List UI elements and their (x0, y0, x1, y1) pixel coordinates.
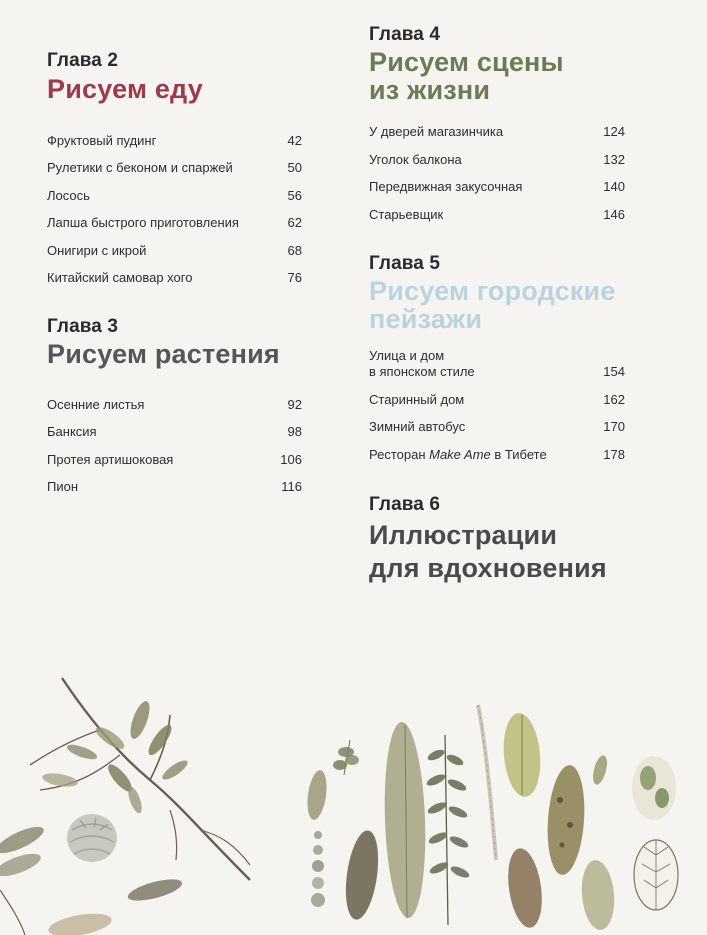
entry-title: Фруктовый пудинг (47, 133, 157, 148)
entry-title: Пион (47, 479, 79, 494)
entry-page: 146 (603, 207, 625, 222)
toc-entry (47, 176, 302, 204)
entry-page: 162 (603, 392, 625, 407)
chapter-title-line: Иллюстрации (369, 520, 558, 550)
chapter-title: Рисуем еду (47, 74, 203, 104)
chapter-label: Глава 4 (369, 24, 441, 45)
chapter-title-line: для вдохновения (369, 553, 607, 583)
chapter-title (369, 48, 625, 104)
entry-title: Протея артишоковая (47, 452, 174, 467)
toc-entry (369, 348, 625, 380)
toc-entry (369, 168, 625, 195)
entry-title: Лапша быстрого приготовления (47, 215, 239, 230)
entry-title: Осенние листья (47, 397, 145, 412)
entry-title (369, 348, 585, 380)
entry-title: Банксия (47, 424, 97, 439)
entry-title-line: Улица и дом (369, 348, 445, 363)
chapter-label: Глава 6 (369, 494, 441, 515)
entry-page: 154 (603, 364, 625, 379)
chapter-label: Глава 2 (47, 50, 119, 71)
entry-page: 170 (603, 419, 625, 434)
entry-title: Старинный дом (369, 392, 465, 407)
branch-illustration (0, 678, 250, 935)
entry-page: 92 (287, 397, 302, 412)
entry-title: Китайский самовар хого (47, 270, 193, 285)
entry-page: 140 (603, 179, 625, 194)
chapter-4 (369, 24, 625, 223)
entry-page: 116 (281, 479, 302, 494)
entry-page: 42 (287, 133, 302, 148)
chapter-title-line: пейзажи (369, 304, 483, 334)
toc-entry (369, 140, 625, 168)
toc-entry (47, 440, 302, 468)
toc-entry (369, 435, 625, 463)
chapter-label: Глава 3 (47, 316, 119, 337)
entry-page: 68 (287, 243, 302, 258)
entry-title-part: Ресторан (369, 447, 430, 462)
toc-list (369, 348, 625, 463)
entry-title: Старьевщик (369, 207, 444, 222)
chapter-title-line: Рисуем сцены (369, 47, 564, 77)
chapter-5 (369, 253, 625, 463)
chapter-title-line: из жизни (369, 75, 491, 105)
entry-page: 98 (287, 424, 302, 439)
entry-title: У дверей магазинчика (369, 124, 504, 139)
entry-title: Передвижная закусочная (369, 179, 523, 194)
chapter-title-line: Рисуем городские (369, 276, 616, 306)
entry-page: 50 (287, 160, 302, 175)
entry-page: 76 (287, 270, 302, 285)
leaves-illustration (305, 705, 678, 931)
toc-list (47, 121, 302, 286)
entry-page: 124 (603, 124, 625, 139)
toc-entry (47, 149, 302, 176)
chapter-title (369, 277, 625, 333)
toc-entry (47, 204, 302, 231)
toc-entry (47, 468, 302, 495)
chapter-title (369, 519, 625, 585)
entry-title-part: в Тибете (490, 447, 547, 462)
chapter-label: Глава 5 (369, 253, 441, 274)
entry-page: 56 (287, 188, 302, 203)
entry-title: Лосось (47, 188, 90, 203)
toc-list (47, 385, 302, 495)
toc-entry (47, 413, 302, 440)
entry-page: 132 (603, 152, 625, 167)
entry-title (369, 447, 585, 463)
entry-title-line: в японском стиле (369, 364, 475, 379)
chapter-6 (369, 494, 625, 585)
toc-entry (47, 385, 302, 413)
toc-right-column (369, 24, 625, 585)
toc-entry (369, 113, 625, 140)
toc-entry (369, 408, 625, 435)
toc-left-column (47, 50, 302, 495)
chapter-3 (47, 316, 302, 495)
toc-entry (369, 380, 625, 408)
entry-page: 178 (603, 447, 625, 462)
toc-entry (47, 259, 302, 286)
toc-entry (369, 195, 625, 223)
chapter-title: Рисуем растения (47, 339, 280, 369)
entry-title: Зимний автобус (369, 419, 466, 434)
entry-title: Рулетики с беконом и спаржей (47, 160, 233, 175)
entry-title: Онигири с икрой (47, 243, 147, 258)
toc-entry (47, 121, 302, 149)
botanical-illustration (0, 660, 707, 935)
toc-list (369, 113, 625, 223)
entry-page: 62 (287, 215, 302, 230)
entry-title-emphasis: Make Ame (429, 447, 491, 462)
entry-page: 106 (280, 452, 302, 467)
toc-entry (47, 231, 302, 259)
chapter-2 (47, 50, 302, 286)
entry-title: Уголок балкона (369, 152, 462, 167)
